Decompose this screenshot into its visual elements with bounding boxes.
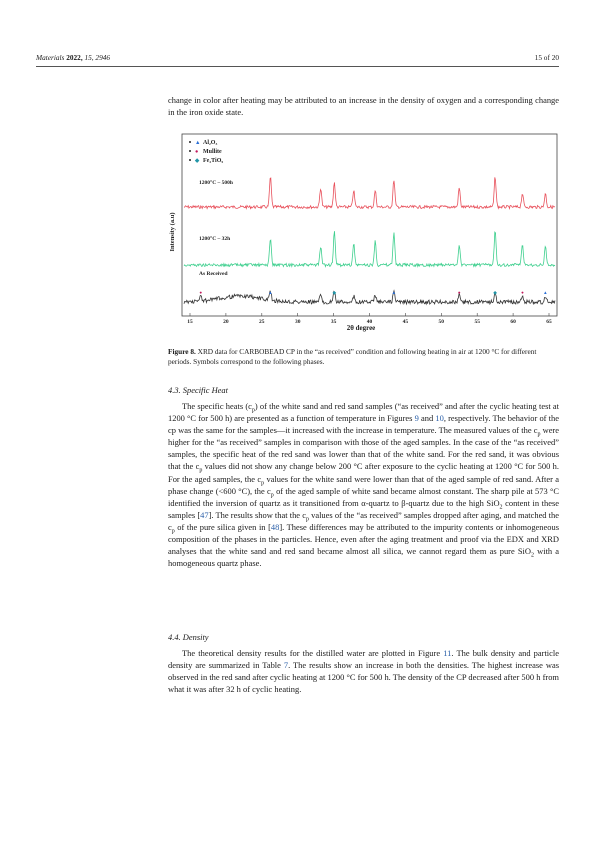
x-tick-label: 25 [259,319,265,325]
phase-marker: ◆ [332,290,337,295]
legend-symbol: ● [195,149,199,155]
phase-marker: ▲ [543,290,548,295]
legend-dot [189,159,191,161]
phase-marker: ● [521,290,524,295]
phase-marker: ● [199,290,203,295]
x-tick-label: 50 [438,319,445,325]
legend-entry: Mullite [203,149,222,155]
phase-marker: ▲ [268,290,273,295]
x-tick-label: 60 [510,319,516,325]
running-header-journal: Materials 2022, 15, 2946 [36,53,111,62]
phase-marker: ◆ [493,290,497,295]
trace-label: 1200°C – 32h [199,236,231,242]
x-tick-label: 55 [474,319,480,325]
x-tick-label: 65 [546,319,552,325]
x-tick-label: 30 [294,319,301,325]
intro-paragraph: change in color after heating may be attributed to an increase in the density of oxygen and a corresponding change in the iron oxide state. [168,95,559,118]
section-4-4-text: The theoretical density results for the distilled water are plotted in Figure 11. The bulk density and particle density are summarized in Table 7. The results show an increase in both the densities. The highest increase was observed in the red sand after cyclic heating at 1200 °C for 500 h. The density of the CP decreased after 500 h from what it was after 32 h of cyclic heating. [168,648,559,695]
legend-entry: Fe₂TiO₅ [203,158,224,164]
phase-marker: ● [457,290,461,295]
page-number: 15 of 20 [534,53,559,62]
x-tick-label: 45 [402,319,409,325]
xrd-trace [184,177,555,208]
figure-caption: Figure 8. XRD data for CARBOBEAD CP in the “as received” condition and following heating in air at 1200 °C for different periods. Symbols correspond to the following phases. [168,347,537,366]
phase-marker: ▲ [391,290,397,295]
x-tick-label: 15 [187,319,193,325]
trace-labels [199,179,233,277]
y-axis-label: Intensity (a.u) [169,212,176,252]
legend-entry: Al₂O₃ [203,140,218,146]
trace-label: As Received [199,271,228,277]
header-rule [36,66,559,67]
x-tick-label: 40 [366,319,373,325]
legend-dot [189,141,191,143]
section-4-3-title: 4.3. Specific Heat [168,385,228,395]
x-tick-label: 35 [330,319,337,325]
xrd-trace [184,291,555,304]
legend-dot [189,150,191,152]
legend-symbol: ▲ [195,140,201,146]
trace-label: 1200°C – 500h [199,180,233,186]
legend-symbol: ◆ [195,158,200,164]
plot-frame [182,134,557,316]
section-4-4-title: 4.4. Density [168,632,209,642]
chart-legend [189,140,223,164]
xrd-trace [184,231,555,266]
x-axis-label: 2θ degree [346,324,376,332]
xrd-chart [168,132,559,332]
chart-traces [184,177,555,304]
section-4-3-text: The specific heats $(c_p)$ of the white sand and red sand samples (“as received” and after the cyclic heating test at 1200 °C for 500 h) are presented as a function of temperature in Figures 9 and 10, respectively. The behavior of the cp was the same for the samples—it increased with the increase in temperature. The measured values of the $c_p$ were higher for the “as received” samples in comparison with those of the aged samples. In the case of the “as received” samples, the specific heat of the red sand was lower than that of the white sand. For the red sand, it was obvious that the $c_p$ values did not show any change below 200 °C after exposure to the cyclic heating at 1200 °C for 500 h. For the aged samples, the $c_p$ values for the white sand were lower than that of the aged sample of red sand. After a phase change (<600 °C), the $c_p$ of the aged sample of white sand became almost constant. The sharp pile at 573 °C identified the inversion of quartz as it transitioned from α-quartz to β-quartz due to the high SiO$_2$ content in these samples [47]. The results show that the $c_p$ values of the “as received” samples dropped after aging, and matched the $c_p$ of the pure silica given in [48]. These differences may be attributed to the impurity contents or inhomogeneous composition of the phases in the particles. Hence, even after the aging treatment and proof via the EDX and XRD analyses that the white sand and red sand became almost all silica, we cannot regard them as pure SiO$_2$ with a homogeneous quartz phase. [168,401,560,569]
figure-8 [168,132,559,332]
x-tick-label: 20 [223,319,229,325]
